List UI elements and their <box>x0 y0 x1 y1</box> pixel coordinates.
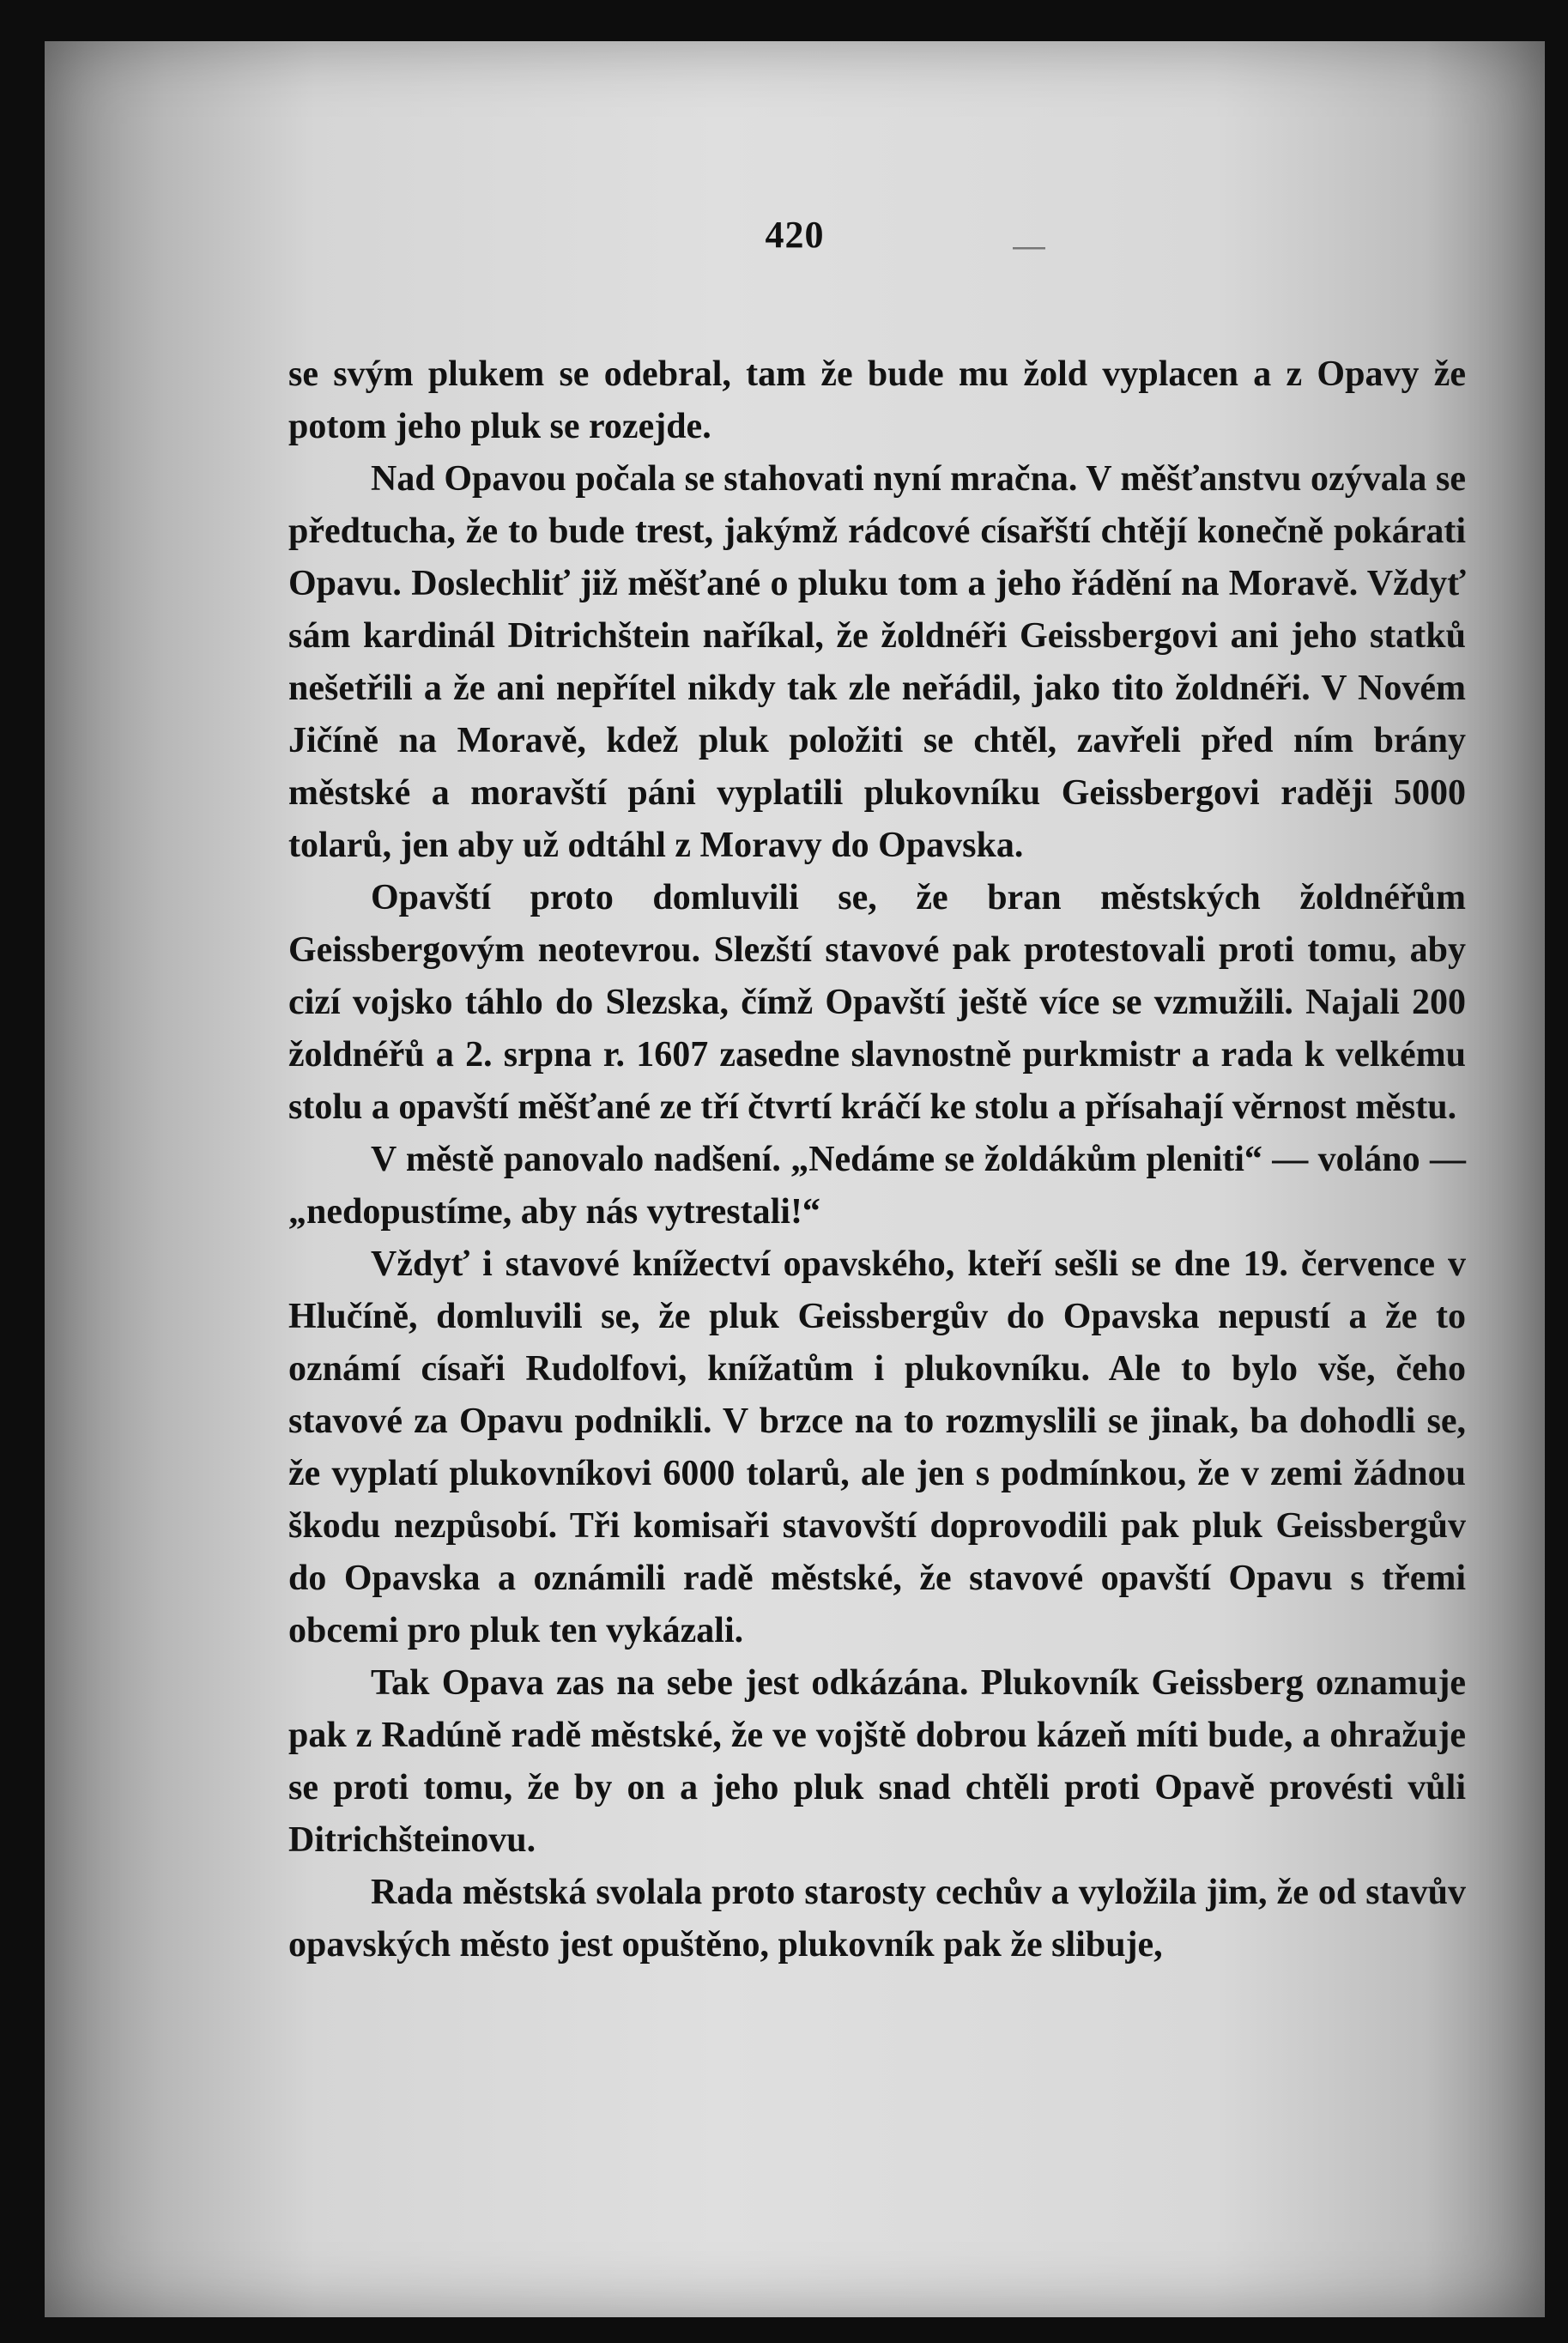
paragraph-5: Vždyť i stavové knížectví opavského, kteří sešli se dne 19. července v Hlučíně, domluvili se, že pluk Geissbergův do Opavska nepustí a že to oznámí císaři Rudolfovi, knížatům i plukovníku. Ale to bylo vše, čeho stavové za Opavu podnikli. V brzce na to rozmyslili se jinak, ba dohodli se, že vyplatí plukovníkovi 6000 tolarů, ale jen s podmínkou, že v zemi žádnou škodu nezpůsobí. Tři komisaři stavovští doprovodili pak pluk Geissbergův do Opavska a oznámili radě městské, že stavové opavští Opavu s třemi obcemi pro pluk ten vykázali. <box>288 1244 1466 1650</box>
paragraph-7: Rada městská svolala proto starosty cechův a vyložila jim, že od stavův opavských město jest opuštěno, plukovník pak že slibuje, <box>288 1873 1466 1965</box>
margin-mark: — <box>1013 228 1045 264</box>
paragraph-1: se svým plukem se odebral, tam že bude mu žold vyplacen a z Opavy že potom jeho pluk se rozejde. <box>288 354 1466 446</box>
document-page <box>45 41 1545 2317</box>
paragraph-3: Opavští proto domluvili se, že bran městských žoldnéřům Geissbergovým neotevrou. Slezští stavové pak protestovali proti tomu, aby cizí vojsko táhlo do Slezska, čímž Opavští ještě více se vzmužili. Najali 200 žoldnéřů a 2. srpna r. 1607 zasedne slavnostně purkmistr a rada k velkému stolu a opavští měšťané ze tří čtvrtí kráčí ke stolu a přísahají věrnost městu. <box>288 878 1466 1127</box>
paragraph-4: V městě panovalo nadšení. „Nedáme se žoldákům pleniti“ — voláno — „nedopustíme, aby nás vytrestali!“ <box>288 1140 1466 1232</box>
paragraph-6: Tak Opava zas na sebe jest odkázána. Plukovník Geissberg oznamuje pak z Radúně radě městské, že ve vojště dobrou kázeň míti bude, a ohražuje se proti tomu, že by on a jeho pluk snad chtěli proti Opavě provésti vůli Ditrichšteinovu. <box>288 1663 1466 1860</box>
paragraph-2: Nad Opavou počala se stahovati nyní mračna. V měšťanstvu ozývala se předtucha, že to bude trest, jakýmž rádcové císařští chtějí konečně pokárati Opavu. Doslechliť již měšťané o pluku tom a jeho řádění na Moravě. Vždyť sám kardinál Ditrichštein naříkal, že žoldnéři Geissbergovi ani jeho statků nešetřili a že ani nepřítel nikdy tak zle neřádil, jako tito žoldnéři. V Novém Jičíně na Moravě, kdež pluk položiti se chtěl, zavřeli před ním brány městské a moravští páni vyplatili plukovníku Geissbergovi raději 5000 tolarů, jen aby už odtáhl z Moravy do Opavska. <box>288 459 1466 865</box>
page-number: 420 <box>765 214 825 256</box>
body-text <box>288 348 1466 1971</box>
